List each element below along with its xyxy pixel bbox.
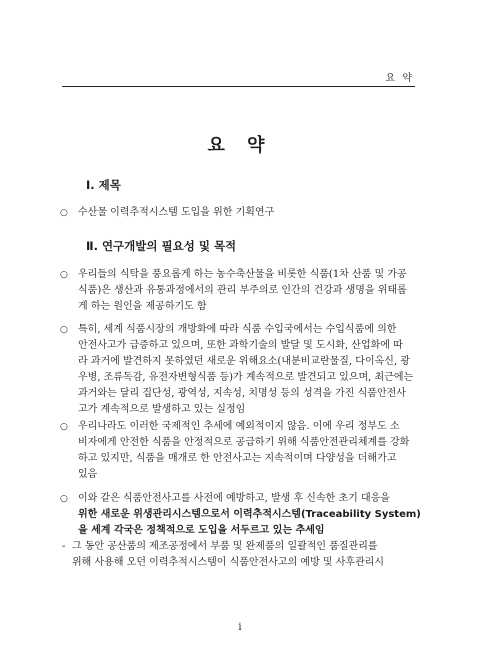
bullet-circle-icon: ○ — [60, 422, 68, 432]
dash-marker: - — [62, 541, 66, 552]
bullet-item-1: ○ 우리들의 식탁을 풍요롭게 하는 농수축산물을 비롯한 식품(1차 산품 및 가공 식품)은 생산과 유통과정에서의 관리 부주의로 인간의 건강과 생명을 위태롭 게 하는 원인을 제공하기도 함 — [60, 269, 407, 312]
running-header: 요 약 — [385, 73, 414, 84]
page-title: 요 약 — [207, 135, 273, 156]
bullet-item-3: ○ 우리나라도 이러한 국제적인 추세에 예외적이지 않음. 이에 우리 정부도 소 비자에게 안전한 식품을 안정적으로 공급하기 위해 식품안전관리체계를 강화 하고 있지만, 식품을 매개로 한 안전사고는 지속적이며 다양성을 더해가고 있음 — [60, 421, 410, 480]
section-heading-2: Ⅱ. 연구개발의 필요성 및 목적 — [86, 239, 237, 253]
bullet-line: ○ 수산물 이력추적시스템 도입을 위한 기획연구 — [60, 205, 420, 221]
dash-item-1: - 그 동안 공산품의 제조공정에서 부품 및 완제품의 일괄적인 품질관리를 위해 사용해 오던 이력추적시스템이 식품안전사고의 예방 및 사후관리시 — [62, 541, 385, 568]
bullet-circle-icon: ○ — [60, 208, 68, 218]
bullet-item-4: ○ 이와 같은 식품안전사고를 사전에 예방하고, 발생 후 신속한 초기 대응을 위한 새로운 위생관리시스템으로서 이력추적시스템(Traceability System) 을 세계 각국은 정책적으로 도입을 서두르고 있는 추세임 — [60, 493, 421, 536]
page-number: i — [238, 622, 242, 633]
bullet-item-title — [60, 205, 420, 221]
bullet-circle-icon: ○ — [60, 270, 68, 280]
section-heading-1: Ⅰ. 제목 — [86, 178, 121, 192]
bullet-circle-icon: ○ — [60, 325, 68, 335]
bullet-circle-icon: ○ — [60, 494, 68, 504]
bullet-item-2: ○ 특히, 세계 식품시장의 개방화에 따라 식품 수입국에서는 수입식품에 의한 안전사고가 급증하고 있으며, 또한 과학기술의 발달 및 도시화, 산업화에 따 라 과거에 발견하지 못하였던 새로운 위해요소(내분비교란물질, 다이옥신, 광 우병, 조류독감, 유전자변형식품 등)가 계속적으로 발견되고 있으며, 최근에는 과거와는 달리 집단성, 광역성, 지속성, 치명성 등의 성격을 가진 식품안전사 고가 계속적으로 발생하고 있는 실정임 — [60, 324, 414, 415]
header-rule — [62, 86, 415, 87]
